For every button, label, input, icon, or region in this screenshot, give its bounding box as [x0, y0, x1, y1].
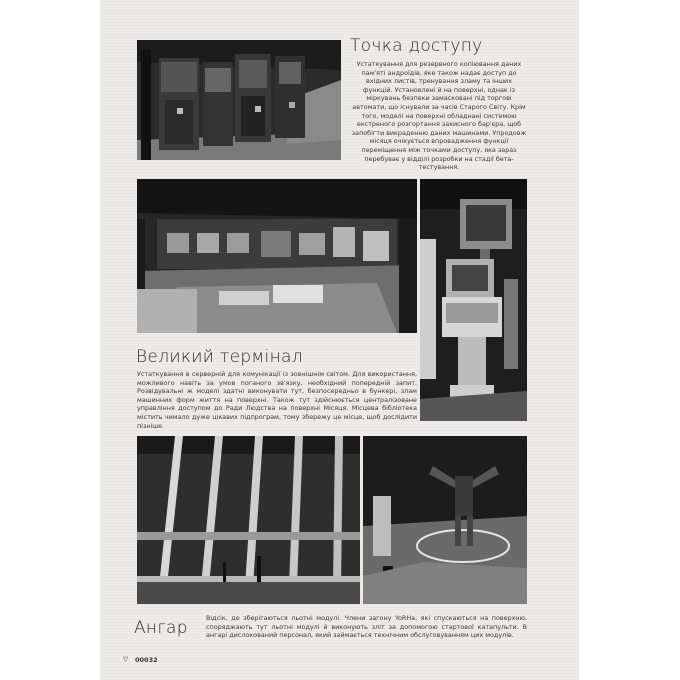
page-number: 00032 [135, 656, 158, 664]
big-terminal-screenshot [137, 179, 417, 333]
access-point-heading: Точка доступу [350, 36, 483, 56]
big-terminal-text: Устаткування в серверній для комунікації із зовнішнім світом. Для використання, можливого навіть за умов поганого зв'язку, необхідний попередній запит. Розвідувальні ж моделі здатні виконувати тут, безпосередньо в бункері, злам машинних форм життя на поверхні. Також тут здійснюється централізоване управління доступом до Ради Людства на поверхні Місяця. Місцева бібліотека містить чимало дуже цікавих підпрограм, тому збережу це місце, щоб дослідити пізніше. [137, 370, 417, 430]
hangar-screenshot [137, 436, 360, 604]
access-point-screenshot [137, 40, 341, 160]
hangar-flight-unit-screenshot [363, 436, 527, 604]
big-terminal-heading: Великий термінал [136, 347, 303, 367]
hangar-heading: Ангар [134, 618, 188, 638]
access-point-text: Устаткування для резервного копіювання даних пам'яті андроїдів, яке також надає доступ до вхідних листів, тренування зламу та інших функцій. Установлені й на поверхні, однак із міркувань безпеки замасковані під торгові автомати, що існували за часів Старого Світу. Крім того, моделі на поверхні обладнані системою екстреного розгортання захисного бар'єра, щоб запобігти викраденню даних машинами. Упродовж місяця очікується впровадження функції переміщення між точками доступу, яка зараз перебуває у відділі розробки на стадії бета-тестування. [351, 60, 527, 172]
hangar-text: Відсік, де зберігаються льотні модулі. Члени загону YoRHa, які спускаються на поверхню, споряджають тут льотні модулі й виконують зліт за допомогою стартової катапульти. В ангарі дислокований персонал, який займається технічним обслуговуванням цих модулів. [206, 614, 527, 640]
page-number-mark: ▽ [123, 655, 128, 663]
terminal-console-screenshot [420, 179, 527, 421]
